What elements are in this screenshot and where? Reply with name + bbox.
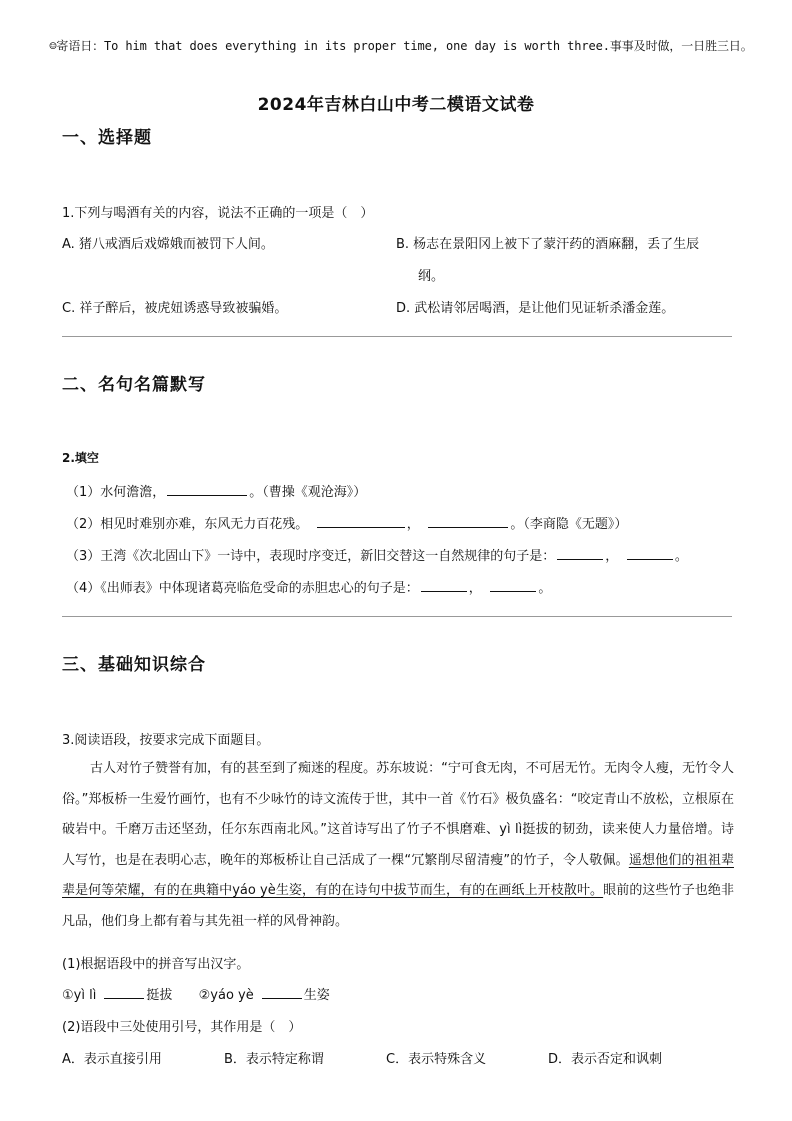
answer-blank[interactable]	[627, 546, 673, 560]
q2-line-3-period: 。	[674, 549, 688, 564]
section-heading-choice: 一、选择题	[62, 128, 152, 148]
q2-line-1-text: （1）水何澹澹，	[66, 485, 166, 500]
q2-line-2-comma: ，	[406, 517, 414, 532]
answer-blank[interactable]	[557, 546, 603, 560]
q1-option-d: D. 武松请邻居喝酒，是让他们见证斩杀潘金莲。	[396, 301, 675, 316]
q3-sub1: (1)根据语段中的拼音写出汉字。	[62, 957, 250, 972]
answer-blank[interactable]	[262, 985, 302, 999]
q2-line-4	[66, 577, 551, 596]
q2-line-2-source: 。（李商隐《无题》）	[510, 517, 628, 532]
divider	[62, 336, 732, 337]
pinyin-item-1-tail: 挺拔	[146, 988, 173, 1003]
q1-option-b-cont: 纲。	[418, 269, 445, 284]
q2-line-4-text: （4）《出师表》中体现诸葛亮临危受命的赤胆忠心的句子是：	[66, 581, 419, 596]
q2-label: 2.填空	[62, 451, 99, 465]
q2-line-2	[66, 513, 627, 532]
page-title: 2024年吉林白山中考二模语文试卷	[257, 95, 535, 115]
divider	[62, 616, 732, 617]
q2-line-4-period: 。	[538, 581, 552, 596]
answer-blank[interactable]	[104, 985, 144, 999]
q2-line-3-text: （3）王湾《次北固山下》一诗中，表现时序变迁，新旧交替这一自然规律的句子是：	[66, 549, 556, 564]
q2-line-1-source: 。（曹操《观沧海》）	[249, 485, 367, 500]
passage-text: 古人对竹子赞誉有加，有的甚至到了痴迷的程度。苏东坡说：“宁可食无肉，不可居无竹。无肉令人瘦，无竹令人俗。”郑板桥一生爱竹画竹，也有不少咏竹的诗文流传于世，其中一首《竹石》极负盛名：“咬定青山不放松，立根原在破岩中。千磨万击还坚劲，任尔东西南北风。”这首诗写出了竹子不惧磨难、yì lì挺拔的韧劲，读来使人力量倍增。诗人写竹，也是在表明心志，晚年的郑板桥让自己活成了一棵“冗繁削尽留清瘦”的竹子，令人敬佩。	[62, 761, 734, 868]
q1-stem: 1.下列与喝酒有关的内容，说法不正确的一项是（ ）	[62, 206, 374, 221]
q1-option-b: B. 杨志在景阳冈上被下了蒙汗药的酒麻翻，丢了生辰	[396, 237, 700, 252]
passage-underlined-sentence: 遥想他们的祖祖辈辈是何等荣耀，有的在典籍中yáo yè生姿，有的在诗句中拔节而生，有的在画纸上开枝散叶。	[62, 852, 734, 898]
answer-blank[interactable]	[490, 578, 536, 592]
pinyin-item-1: ①yì lì	[62, 988, 97, 1003]
q3-sub2-option-b: B．表示特定称谓	[224, 1052, 324, 1067]
answer-blank[interactable]	[167, 482, 247, 496]
answer-blank[interactable]	[317, 514, 405, 528]
q3-sub2-option-c: C．表示特殊含义	[386, 1052, 487, 1067]
motto-header: ☺寄语日：To him that does everything in its proper time, one day is worth three.事事及时做，一日胜三日。	[49, 39, 753, 53]
q2-line-4-comma: ，	[468, 581, 476, 596]
q2-line-2-text: （2）相见时难别亦难，东风无力百花残。	[66, 517, 302, 532]
q2-line-3	[66, 545, 688, 564]
answer-blank[interactable]	[428, 514, 508, 528]
q3-sub1-items	[62, 984, 330, 1003]
answer-blank[interactable]	[421, 578, 467, 592]
section-heading-basics: 三、基础知识综合	[62, 655, 206, 675]
q1-option-a: A. 猪八戒酒后戏嫦娥而被罚下人间。	[62, 237, 274, 252]
q3-sub2-option-a: A．表示直接引用	[62, 1052, 162, 1067]
reading-passage	[62, 754, 734, 937]
q2-line-1	[66, 481, 366, 500]
q3-stem: 3.阅读语段，按要求完成下面题目。	[62, 733, 270, 748]
q3-sub2: (2)语段中三处使用引号，其作用是（ ）	[62, 1020, 302, 1035]
passage-tail: 眼前的这些竹子也绝非凡品，他们身上都有着与其先祖一样的风骨神韵。	[62, 883, 734, 929]
pinyin-item-2: ②yáo yè	[198, 988, 254, 1003]
q3-sub2-option-d: D．表示否定和讽刺	[548, 1052, 663, 1067]
pinyin-item-2-tail: 生姿	[303, 988, 330, 1003]
q1-option-c: C. 祥子醉后，被虎妞诱惑导致被骗婚。	[62, 301, 288, 316]
section-heading-recitation: 二、名句名篇默写	[62, 375, 206, 395]
q2-line-3-comma: ，	[605, 549, 612, 564]
